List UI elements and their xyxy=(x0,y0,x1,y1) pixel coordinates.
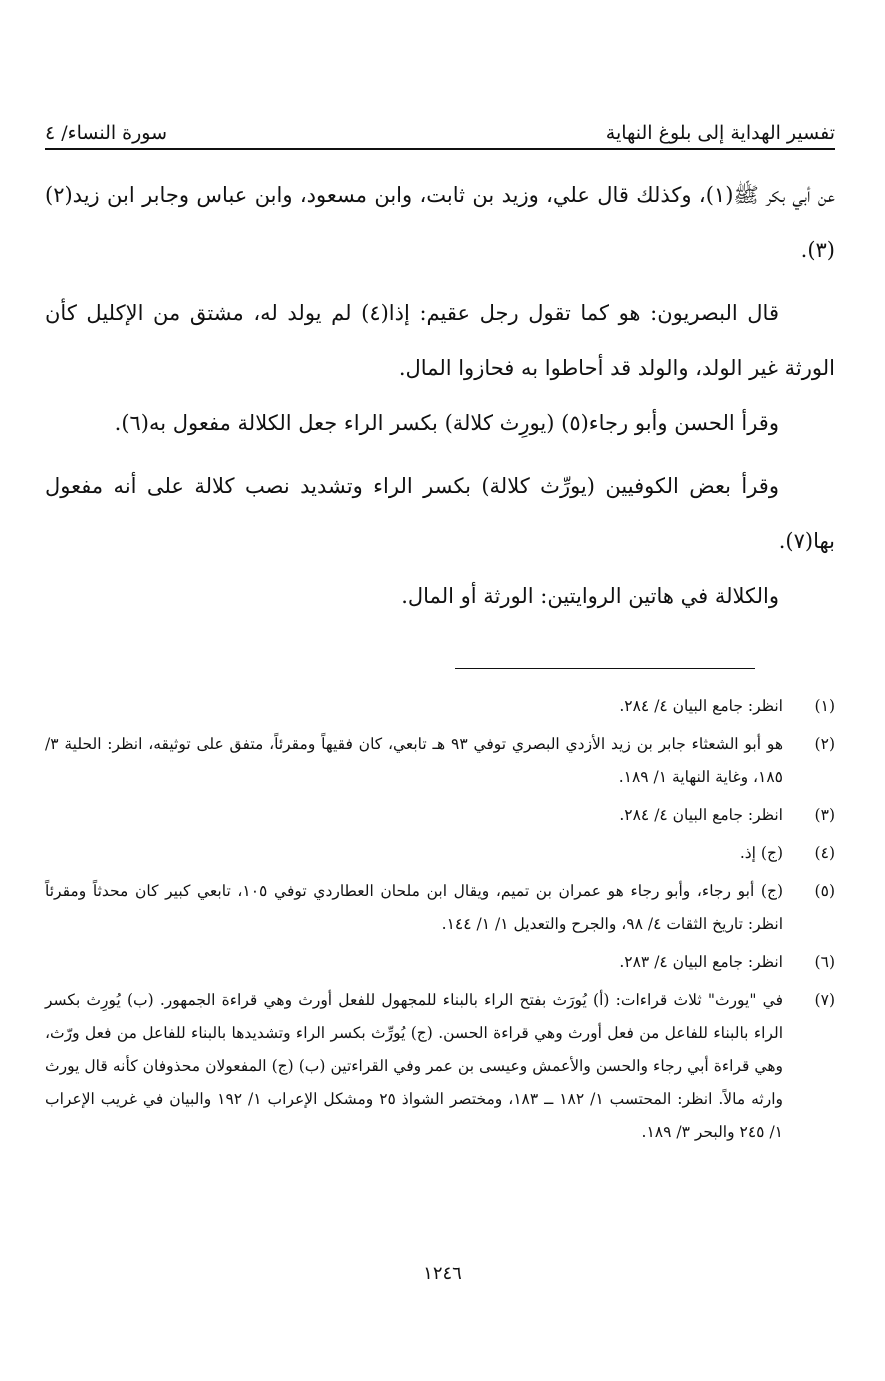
footnote-number: (٤) xyxy=(814,844,835,862)
book-title: تفسير الهداية إلى بلوغ النهاية xyxy=(605,122,835,144)
body-paragraph: وقرأ الحسن وأبو رجاء(٥) (يورِث كلالة) بكسر الراء جعل الكلالة مفعول به(٦). xyxy=(114,411,779,435)
footnote-number: (٧) xyxy=(814,991,835,1009)
footnotes xyxy=(45,690,835,1154)
footnote-text: هو أبو الشعثاء جابر بن زيد الأزدي البصري توفي ٩٣ هـ تابعي، كان فقيهاً ومقرئاً، متفق على توثيقه، انظر: الحلية ٣/ ١٨٥، وغاية النهاية ١/ ١٨٩. xyxy=(45,735,783,786)
footnote xyxy=(45,837,835,870)
body-paragraph: قال البصريون: هو كما تقول رجل عقيم: إذا(٤) لم يولد له، مشتق من الإكليل كأن الورثة غير الولد، والولد قد أحاطوا به فحازوا المال. xyxy=(45,301,835,380)
footnote-text: انظر: جامع البيان ٤/ ٢٨٣. xyxy=(619,953,783,971)
footnote-number: (١) xyxy=(814,697,835,715)
header-divider xyxy=(45,148,835,150)
footnote xyxy=(45,946,835,979)
footnote-text: (ج) إذ. xyxy=(739,844,783,862)
footnote-number: (٦) xyxy=(814,953,835,971)
footnote xyxy=(45,875,835,941)
footnote-divider xyxy=(455,668,755,669)
body-paragraph: عن أبي بكر ﷺ(١)، وكذلك قال علي، وزيد بن ثابت، وابن مسعود، وابن عباس وجابر ابن زيد(٢)(٣). xyxy=(45,183,835,262)
footnote-number: (٥) xyxy=(814,882,835,900)
body-paragraph: وقرأ بعض الكوفيين (يورِّث كلالة) بكسر الراء وتشديد نصب كلالة على أنه مفعول بها(٧). xyxy=(45,474,835,553)
footnote-number: (٣) xyxy=(814,806,835,824)
footnote xyxy=(45,728,835,794)
footnote xyxy=(45,799,835,832)
footnote xyxy=(45,984,835,1149)
footnote-text: انظر: جامع البيان ٤/ ٢٨٤. xyxy=(619,806,783,824)
main-text xyxy=(45,168,835,624)
surah-label: سورة النساء/ ٤ xyxy=(45,122,168,144)
footnote-text: (ج) أبو رجاء، وأبو رجاء هو عمران بن تميم، ويقال ابن ملحان العطاردي توفي ١٠٥، تابعي كبير كان محدثاً ومقرئاً انظر: تاريخ الثقات ٤/ ٩٨، والجرح والتعديل ١/ ١/ ١٤٤. xyxy=(45,882,783,933)
running-header xyxy=(45,100,835,144)
footnote-number: (٢) xyxy=(814,735,835,753)
footnote-text: انظر: جامع البيان ٤/ ٢٨٤. xyxy=(619,697,783,715)
page-number: ١٢٤٦ xyxy=(423,1263,462,1284)
body-paragraph: والكلالة في هاتين الروايتين: الورثة أو المال. xyxy=(401,584,779,608)
footnote xyxy=(45,690,835,723)
footnote-text: في "يورث" ثلاث قراءات: (أ) يُورَث بفتح الراء بالبناء للمجهول للفعل أورث وهي قراءة الجمهور. (ب) يُورِث بكسر الراء بالبناء للفاعل من فعل أورث وهي قراءة الحسن. (ج) يُورِّث بكسر الراء وتشديدها بالبناء للفاعل من فعل ورّث، وهي قراءة أبي رجاء والحسن والأعمش وعيسى بن عمر وفي القراءتين (ب) (ج) المفعولان محذوفان كأنه قال يورث وارثه مالاً. انظر: المحتسب ١/ ١٨٢ ــ ١٨٣، ومختصر الشواذ ٢٥ ومشكل الإعراب ١/ ١٩٢ والبيان في غريب الإعراب ١/ ٢٤٥ والبحر ٣/ ١٨٩. xyxy=(45,991,783,1141)
